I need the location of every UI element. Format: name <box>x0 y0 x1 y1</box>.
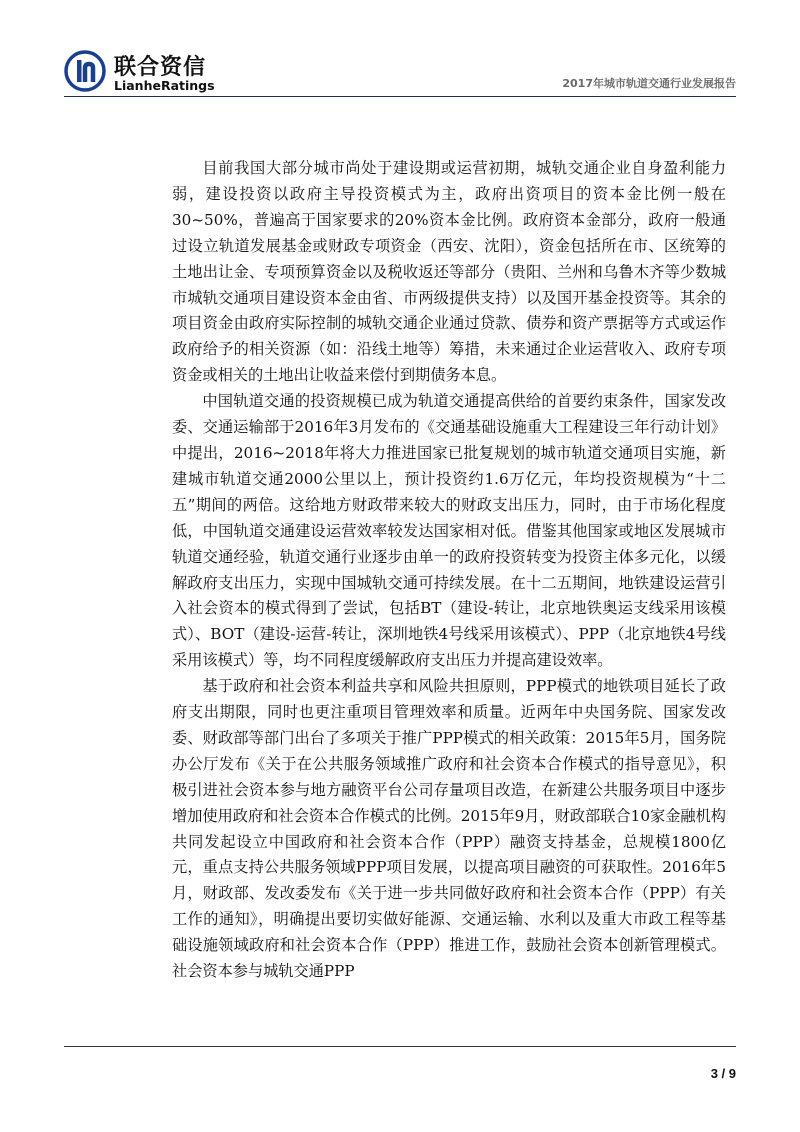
page-number: 3 / 9 <box>710 1066 736 1081</box>
logo-chinese-name: 联合资信 <box>114 55 207 80</box>
report-title: 2017年城市轨道交通行业发展报告 <box>562 77 736 90</box>
footer-divider <box>64 1046 736 1047</box>
paragraph-1: 目前我国大部分城市尚处于建设期或运营初期，城轨交通企业自身盈利能力弱，建设投资以政府主导投资模式为主，政府出资项目的资本金比例一般在30~50%，普遍高于国家要求的20%资本金比例。政府资本金部分，政府一般通过设立轨道发展基金或财政专项资金（西安、沈阳），资金包括所在市、区统筹的土地出让金、专项预算资金以及税收返还等部分（贵阳、兰州和乌鲁木齐等少数城市城轨交通项目建设资本金由省、市两级提供支持）以及国开基金投资等。其余的项目资金由政府实际控制的城轨交通企业通过贷款、债券和资产票据等方式或运作政府给予的相关资源（如：沿线土地等）筹措，未来通过企业运营收入、政府专项资金或相关的土地出让收益来偿付到期债务本息。 <box>172 159 726 385</box>
lianhe-logo-icon <box>64 50 106 92</box>
paragraph-2: 中国轨道交通的投资规模已成为轨道交通提高供给的首要约束条件，国家发改委、交通运输部于2016年3月发布的《交通基础设施重大工程建设三年行动计划》中提出，2016~2018年将大力推进国家已批复规划的城市轨道交通项目实施，新建城市轨道交通2000公里以上，预计投资约1.6万亿元，年均投资规模为“十二五”期间的两倍。这给地方财政带来较大的财政支出压力，同时，由于市场化程度低，中国轨道交通建设运营效率较发达国家相对低。借鉴其他国家或地区发展城市轨道交通经验，轨道交通行业逐步由单一的政府投资转变为投资主体多元化，以缓解政府支出压力，实现中国城轨交通可持续发展。在十二五期间，地铁建设运营引入社会资本的模式得到了尝试，包括BT（建设-转让，北京地铁奥运支线采用该模式）、BOT（建设-运营-转让，深圳地铁4号线采用该模式）、PPP（北京地铁4号线采用该模式）等，均不同程度缓解政府支出压力并提高建设效率。 <box>172 392 726 670</box>
document-body <box>172 156 726 985</box>
logo-english-name: LianheRatings <box>114 78 215 93</box>
page-header <box>64 46 736 102</box>
paragraph-3: 基于政府和社会资本利益共享和风险共担原则，PPP模式的地铁项目延长了政府支出期限，同时也更注重项目管理效率和质量。近两年中央国务院、国家发改委、财政部等部门出台了多项关于推广PPP模式的相关政策：2015年5月，国务院办公厅发布《关于在公共服务领域推广政府和社会资本合作模式的指导意见》，积极引进社会资本参与地方融资平台公司存量项目改造，在新建公共服务项目中逐步增加使用政府和社会资本合作模式的比例。2015年9月，财政部联合10家金融机构共同发起设立中国政府和社会资本合作（PPP）融资支持基金，总规模1800亿元，重点支持公共服务领域PPP项目发展，以提高项目融资的可获取性。2016年5月，财政部、发改委发布《关于进一步共同做好政府和社会资本合作（PPP）有关工作的通知》，明确提出要切实做好能源、交通运输、水利以及重大市政工程等基础设施领域政府和社会资本合作（PPP）推进工作，鼓励社会资本创新管理模式。社会资本参与城轨交通PPP <box>172 677 726 981</box>
company-logo <box>64 46 244 102</box>
header-divider <box>64 96 736 97</box>
